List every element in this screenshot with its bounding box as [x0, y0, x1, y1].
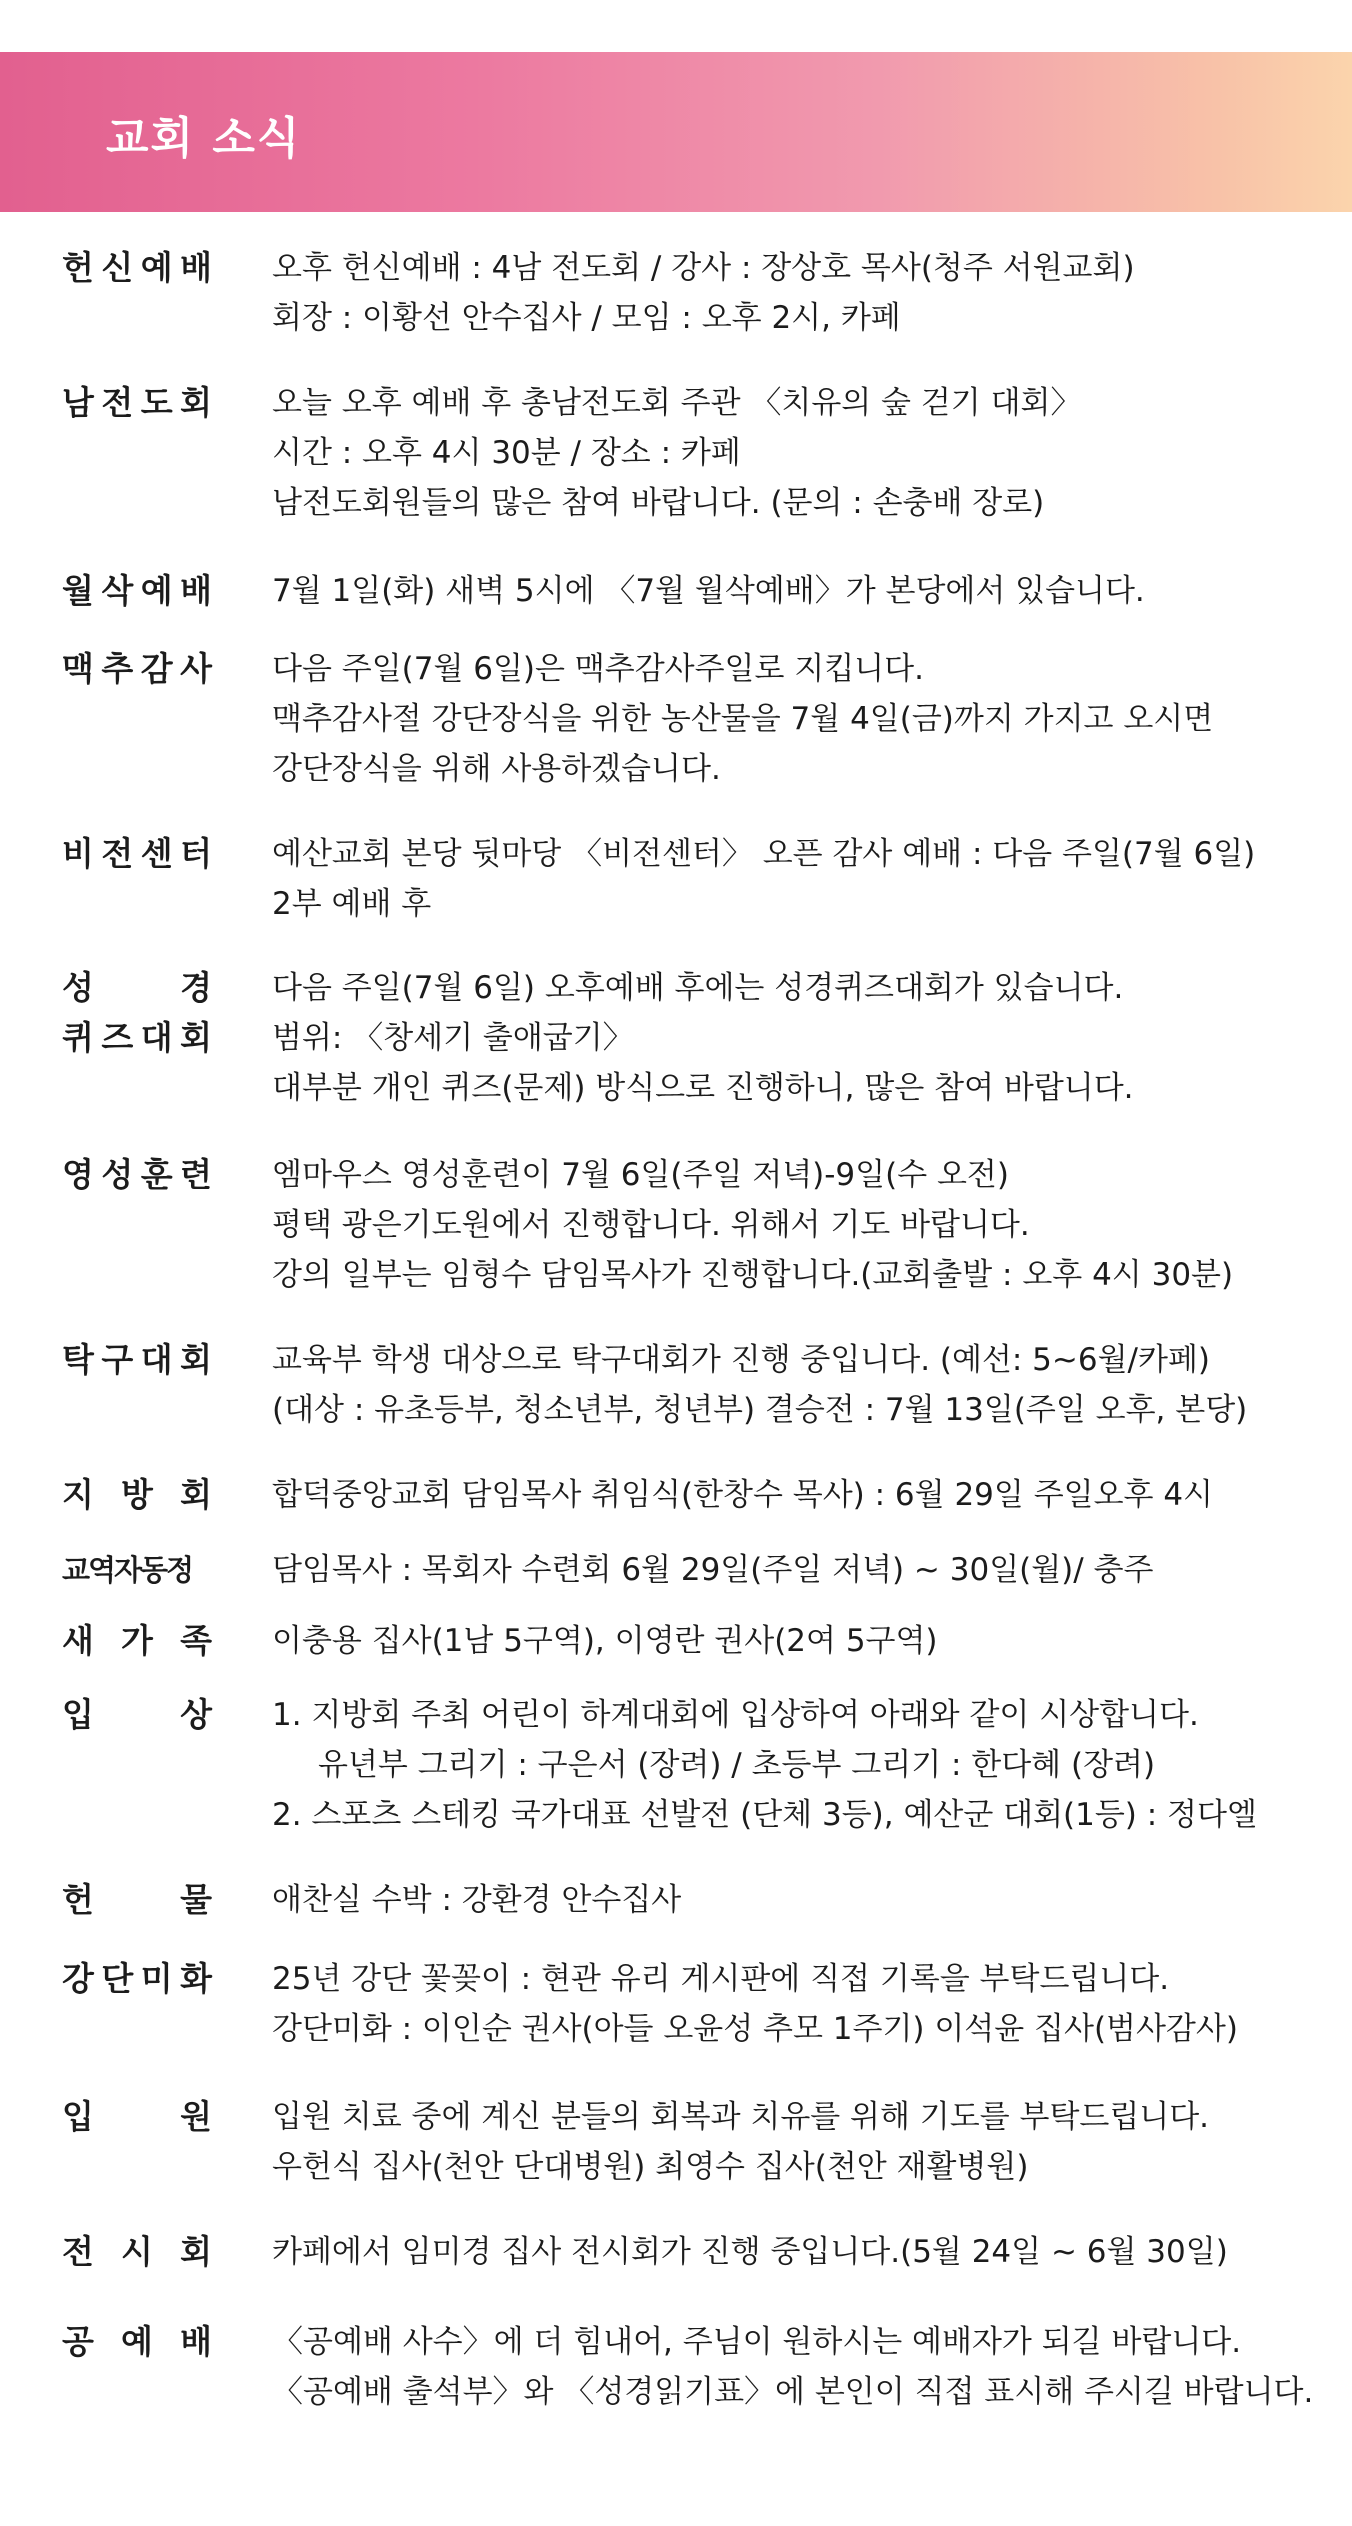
- notice-body: [272, 2317, 1332, 2417]
- notice-line: 시간 : 오후 4시 30분 / 장소 : 카페: [272, 435, 741, 471]
- notice-line: 오늘 오후 예배 후 총남전도회 주관 〈치유의 숲 걷기 대회〉: [272, 385, 1082, 421]
- notice-body: [272, 1545, 1332, 1595]
- notice-label: 공 예 배: [62, 2322, 212, 2361]
- notice-body: [272, 243, 1332, 343]
- notice-label: 지 방 회: [62, 1475, 212, 1514]
- notice-line: 2부 예배 후: [272, 886, 432, 922]
- notice-line: 2. 스포츠 스테킹 국가대표 선발전 (단체 3등), 예산군 대회(1등) : 정다엘: [272, 1797, 1257, 1833]
- notice-body: [272, 1335, 1332, 1435]
- notice-label: 전 시 회: [62, 2232, 212, 2271]
- notice-label: 입 상: [62, 1695, 212, 1734]
- notice-label: 새 가 족: [62, 1621, 212, 1660]
- notice-line: 엠마우스 영성훈련이 7월 6일(주일 저녁)-9일(수 오전): [272, 1157, 1009, 1193]
- notice-label-line1: 성 경: [62, 968, 212, 1007]
- notice-line: 입원 치료 중에 계신 분들의 회복과 치유를 위해 기도를 부탁드립니다.: [272, 2099, 1210, 2135]
- notice-label: 강 단 미 화: [62, 1959, 212, 1998]
- notice-body: [272, 1690, 1332, 1840]
- notice-body: [272, 829, 1332, 929]
- notice-line: (대상 : 유초등부, 청소년부, 청년부) 결승전 : 7월 13일(주일 오후, 본당): [272, 1392, 1248, 1428]
- notice-line: 맥추감사절 강단장식을 위한 농산물을 7월 4일(금)까지 가지고 오시면: [272, 701, 1214, 737]
- notice-body: [272, 1470, 1332, 1520]
- notice-line: 강단장식을 위해 사용하겠습니다.: [272, 751, 721, 787]
- notice-line: 우헌식 집사(천안 단대병원) 최영수 집사(천안 재활병원): [272, 2149, 1029, 2185]
- notice-line: 〈공예배 출석부〉와 〈성경읽기표〉에 본인이 직접 표시해 주시길 바랍니다.: [272, 2374, 1314, 2410]
- notice-line: 〈공예배 사수〉에 더 힘내어, 주님이 원하시는 예배자가 되길 바랍니다.: [272, 2324, 1242, 2360]
- notice-body: [272, 2092, 1332, 2192]
- notice-line: 카페에서 임미경 집사 전시회가 진행 중입니다.(5월 24일 ~ 6월 30일): [272, 2234, 1228, 2270]
- page-title: 교회 소식: [106, 113, 302, 164]
- notice-line: 오후 헌신예배 : 4남 전도회 / 강사 : 장상호 목사(청주 서원교회): [272, 250, 1135, 286]
- notice-body: [272, 1616, 1332, 1666]
- notice-label-line2: 퀴 즈 대 회: [62, 1018, 212, 1057]
- notice-label: 비 전 센 터: [62, 834, 212, 873]
- notice-line: 1. 지방회 주최 어린이 하계대회에 입상하여 아래와 같이 시상합니다.: [272, 1697, 1199, 1733]
- notice-label: 헌 물: [62, 1880, 212, 1919]
- notice-line: 강단미화 : 이인순 권사(아들 오윤성 추모 1주기) 이석윤 집사(범사감사): [272, 2011, 1238, 2047]
- notice-line: 회장 : 이황선 안수집사 / 모임 : 오후 2시, 카페: [272, 300, 901, 336]
- notice-body: [272, 644, 1332, 794]
- notice-label: 입 원: [62, 2097, 212, 2136]
- notice-label: 남 전 도 회: [62, 383, 212, 422]
- notice-body: [272, 566, 1332, 616]
- notice-line: 대부분 개인 퀴즈(문제) 방식으로 진행하니, 많은 참여 바랍니다.: [272, 1070, 1134, 1106]
- notice-line: 예산교회 본당 뒷마당 〈비전센터〉 오픈 감사 예배 : 다음 주일(7월 6일): [272, 836, 1256, 872]
- notice-body: [272, 2227, 1332, 2277]
- notice-body: [272, 1150, 1332, 1300]
- notice-line: 다음 주일(7월 6일)은 맥추감사주일로 지킵니다.: [272, 651, 924, 687]
- notice-label: [62, 963, 212, 1063]
- notice-label: 맥 추 감 사: [62, 649, 212, 688]
- notice-body: [272, 963, 1332, 1113]
- notice-line: 25년 강단 꽃꽂이 : 현관 유리 게시판에 직접 기록을 부탁드립니다.: [272, 1961, 1170, 1997]
- notice-body: [272, 378, 1332, 528]
- notice-line: 다음 주일(7월 6일) 오후예배 후에는 성경퀴즈대회가 있습니다.: [272, 970, 1124, 1006]
- notice-line: 평택 광은기도원에서 진행합니다. 위해서 기도 바랍니다.: [272, 1207, 1030, 1243]
- notice-label: 월 삭 예 배: [62, 571, 212, 610]
- notice-line: 범위: 〈창세기 출애굽기〉: [272, 1020, 634, 1056]
- notice-label: 영 성 훈 련: [62, 1155, 212, 1194]
- notice-body: [272, 1954, 1332, 2054]
- notice-line: 합덕중앙교회 담임목사 취임식(한창수 목사) : 6월 29일 주일오후 4시: [272, 1477, 1214, 1513]
- notice-line: 강의 일부는 임형수 담임목사가 진행합니다.(교회출발 : 오후 4시 30분): [272, 1257, 1234, 1293]
- notice-line: 애찬실 수박 : 강환경 안수집사: [272, 1882, 682, 1918]
- notice-label: 헌 신 예 배: [62, 248, 212, 287]
- notice-line: 교육부 학생 대상으로 탁구대회가 진행 중입니다. (예선: 5~6월/카페): [272, 1342, 1210, 1378]
- notice-line: 담임목사 : 목회자 수련회 6월 29일(주일 저녁) ~ 30일(월)/ 충주: [272, 1552, 1154, 1588]
- notice-line: 이충용 집사(1남 5구역), 이영란 권사(2여 5구역): [272, 1623, 938, 1659]
- notice-body: [272, 1875, 1332, 1925]
- notice-label: 탁 구 대 회: [62, 1340, 212, 1379]
- notice-label: 교역자동정: [62, 1553, 193, 1587]
- notice-line: 남전도회원들의 많은 참여 바랍니다. (문의 : 손충배 장로): [272, 485, 1045, 521]
- notice-line: 유년부 그리기 : 구은서 (장려) / 초등부 그리기 : 한다혜 (장려): [318, 1747, 1156, 1783]
- notice-line: 7월 1일(화) 새벽 5시에 〈7월 월삭예배〉가 본당에서 있습니다.: [272, 573, 1145, 609]
